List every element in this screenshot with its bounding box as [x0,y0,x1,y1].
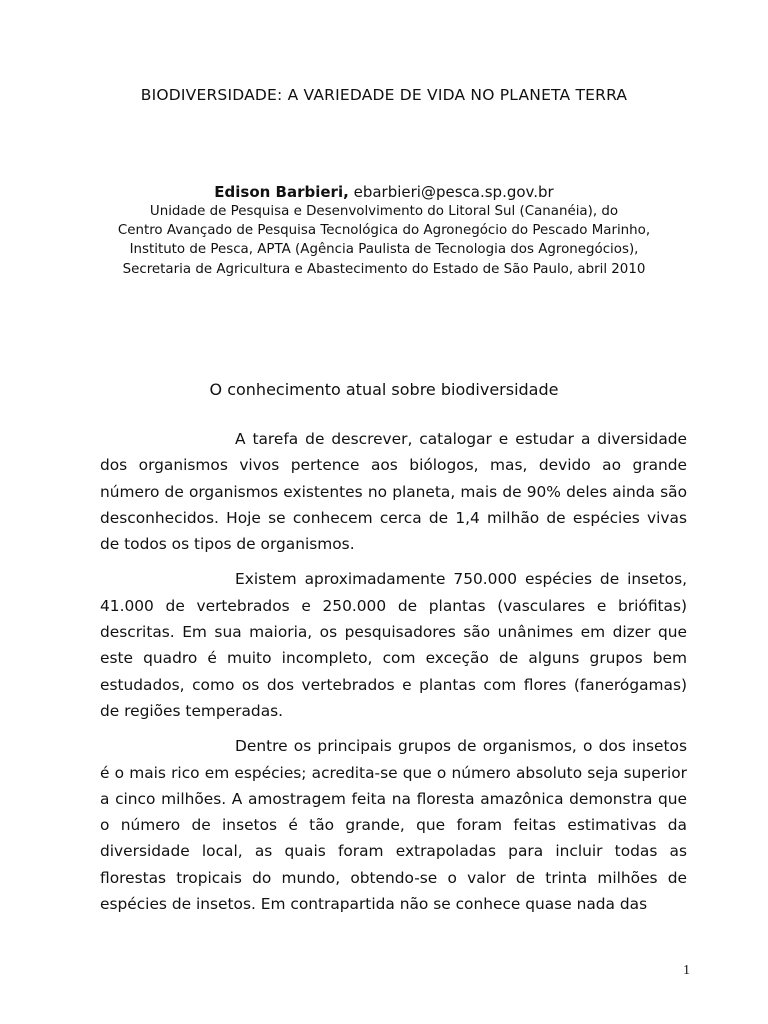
document-title: BIODIVERSIDADE: A VARIEDADE DE VIDA NO PLANETA TERRA [140,86,628,104]
paragraph: Existem aproximadamente 750.000 espécies de insetos, 41.000 de vertebrados e 250.000 de plantas (vasculares e briófitas) descritas. Em sua maioria, os pesquisadores são unânimes em dizer que este quadro é muito incompleto, com exceção de alguns grupos bem estudados, como os dos vertebrados e plantas com flores (fanerógamas) de regiões temperadas. [100,570,687,720]
section-heading: O conhecimento atual sobre biodiversidade [209,380,559,399]
paragraph: A tarefa de descrever, catalogar e estudar a diversidade dos organismos vivos pertence aos biólogos, mas, devido ao grande número de organismos existentes no planeta, mais de 90% deles ainda são desconhecidos. Hoje se conhecem cerca de 1,4 milhão de espécies vivas de todos os tipos de organismos. [100,430,687,554]
author-block [0,183,768,279]
affiliation-line: Instituto de Pesca, APTA (Agência Paulista de Tecnologia dos Agronegócios), [129,242,639,258]
author-line [0,183,768,202]
affiliation-line: Unidade de Pesquisa e Desenvolvimento do Litoral Sul (Cananéia), do [149,204,619,219]
body-text [100,426,687,926]
affiliation-line: Centro Avançado de Pesquisa Tecnológica do Agronegócio do Pescado Marinho, [117,223,651,239]
page-number: 1 [683,963,690,978]
author-name: Edison Barbieri, [214,183,349,201]
author-email: ebarbieri@pesca.sp.gov.br [353,183,554,201]
affiliation-line: Secretaria de Agricultura e Abastecimento do Estado de São Paulo, abril 2010 [122,261,646,277]
paragraph: Dentre os principais grupos de organismos, o dos insetos é o mais rico em espécies; acredita-se que o número absoluto seja superior a cinco milhões. A amostragem feita na floresta amazônica demonstra que o número de insetos é tão grande, que foram feitas estimativas da diversidade local, as quais foram extrapoladas para incluir todas as florestas tropicais do mundo, obtendo-se o valor de trinta milhões de espécies de insetos. Em contrapartida não se conhece quase nada das [100,737,687,914]
